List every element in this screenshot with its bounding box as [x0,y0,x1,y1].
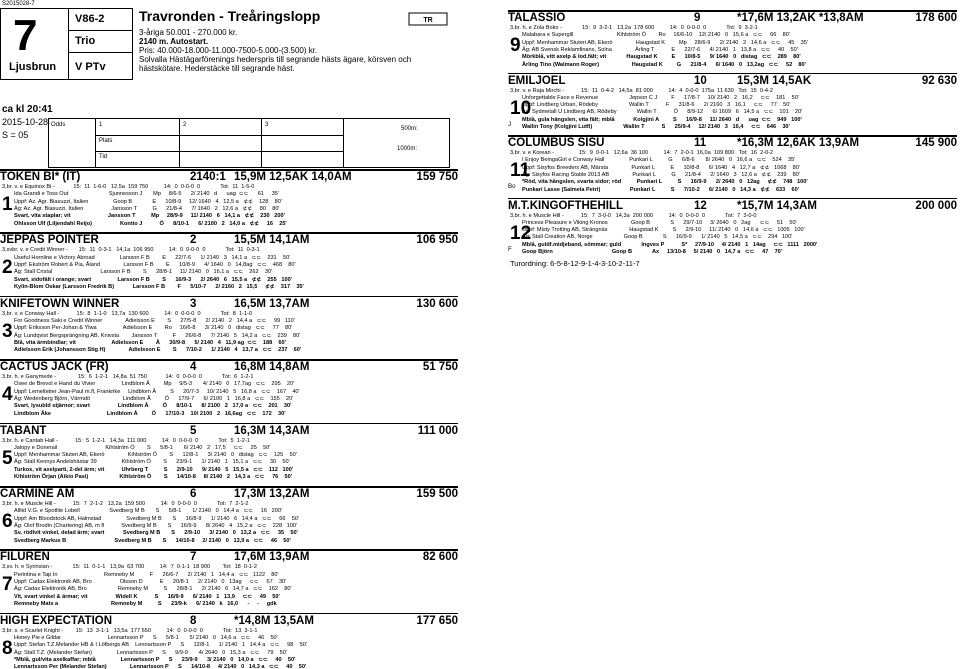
horse-name: FILUREN [0,551,50,564]
s-value: S = 05 [2,130,29,140]
start-line: Goop Björn Goop B Ax 13/10-8 5/ 2140 0 14,7 a ⊂⊂ 47 70' [522,249,783,255]
start-line: Uppf: Menhammar Stuteri AB, Ekerö Kihlström Ö S 12/8-1 3/ 2140 0 distag ⊂⊂ 125 50' [14,452,297,459]
start-line: Lindblom Åke Lindblom Å Ö 17/10-3 10/ 2100 2 16,6ag ⊂⊂ 172 30' [14,410,286,417]
horse-record: *14,8M 13,5AM [234,614,314,627]
svg-text:TR: TR [423,17,433,24]
pedigree-summary: 3,br. v. e Equinox Bi - 15: 11 1-6-0 12,5a 159 750 14: 0 0-0-0 0 Tot: 11 1-5-0 [2,184,255,190]
odds-label: Odds [51,122,66,128]
driver-prefix: F [508,245,512,253]
pedigree-summary: 3,br. s. e Scarlet Knight - 15: 13 3-1-1 13,5a 177 650 14: 0 0-0-0 0 Tot: 13 3-1-1 [2,627,258,634]
horse-post: 5 [190,424,197,437]
start-line: Uppf: Az. Agr. Biasuzzi, Italien Goop B E 10/8-9 12/ 1640 4 12,5 a ⊄⊄ 128 80' [14,198,282,205]
horse-record: 16,3M 14,3AM [234,424,310,437]
horse-earnings: 92 630 [921,74,957,87]
start-line: Jalopy e Donerail Kihlström Ö S 5/8-1 6/ 2140 2 17,5 ⊂⊂ 25 50' [14,444,271,451]
horse-earnings: 159 500 [416,488,458,500]
race-title: Travronden - Treåringslopp [139,8,321,24]
pedigree-summary: 3,sv. h. e Syrinxian - 15: 11 0-1-1 13,9a 63 700 14: 7 0-1-1 18 900 Tot: 18 0-1-2 [2,564,257,571]
horse-post: 8 [190,614,197,627]
split-1000m: 1000m: [397,146,418,152]
start-number: 6 [2,511,13,532]
start-line: Äg: Stall Cristal Larsson F B S 28/8-1 11/ 2140 0 16,1 a ⊂⊂ 262 30' [14,269,273,276]
horse-name: KNIFETOWN WINNER [0,297,120,310]
horse-post: 12 [694,199,707,212]
bet-code-trio: Trio [75,35,96,47]
horse-earnings: 106 950 [416,234,458,247]
race-conditions [139,28,411,73]
start-line: Princess Pleasure e Viking Kronos Goop B S 29/7-10 3/ 2640 0 2ag ⊂⊂ 51 50' [522,219,797,226]
horse-earnings: 111 000 [417,424,458,437]
horse-record: 15,3M 14,5AK [737,74,812,87]
start-line: Äg: Stall T.Z. (Melander Stefan) Lennartsson P S 9/9-9 4/ 2640 0 15,3 a ⊂⊂ 79 50' [14,649,287,656]
start-line: Äg: Cadax Elektronik AB, Bro Remneby M S 28/8-1 2/ 2140 6 14,7 a ⊂⊂ 162 80' [14,586,292,593]
start-number: 7 [2,574,13,596]
horse-record: *16,3M 12,6AK 13,9AM [737,137,860,149]
horse-entry [508,135,957,191]
start-line: *Röd, vita hängslen, svarta sidor; röd Punkari L S 16/9-9 2/ 2640 0 12ag ⊄⊄ 748 100' [522,179,808,186]
start-line: Blå, vita ärmbindlar; vit Adielsson E Å 30/9-8 5/ 2140 4 11,9 ag ⊂⊂ 188 60' [14,339,286,346]
start-line: Äg: Stall Creation AB, Norge Goop B S 16/9-9 1/ 2140 5 14,5 a ⊂⊂ 294 100' [522,234,793,241]
horse-earnings: 200 000 [915,199,957,212]
horse-record: 15,5M 14,1AM [234,234,310,247]
horse-record: *15,7M 14,3AM [737,199,817,212]
start-line: Mblå, gula hängslen, vita fält; mblå Kolgjini A S 16/9-8 11/ 2640 d uag ⊂⊂ 949 100' [522,116,802,123]
start-number: 2 [2,257,13,279]
pedigree-summary: 3,br. h. e Cantab Hall - 15: 5 1-2-1 14,3a 111 000 14: 0 0-0-0 0 Tot: 5 1-2-1 [2,437,250,444]
start-line: Äg: Az. Agr. Biasuzzi, Italien Jansson T G 21/8-4 7/ 1640 2 12,6 a ⊄⊄ 80 80' [14,205,280,212]
bet-code-v86: V86-2 [75,13,105,25]
start-line: Ida Grandi e Toss Out Sjunnesson J Mp 8/6-5 2/ 2140 d uag ⊂⊂ 61 35' [14,191,279,198]
start-line: Honey Pie e Gildar Lennartsson P S 5/8-1 5/ 2140 0 14,6 a ⊂⊂ 46 50' [14,635,278,642]
start-line: Äg: AB Svensk Reklamfinans, Solna Ärling T E 22/7-6 4/ 2140 1 13,8 a ⊂⊂ 40 50' [522,46,798,53]
start-line: Perintina e Tap In Remneby M F 26/6-7 2/ 2140 1 14,4 a ⊂⊂ 1122 80' [14,571,279,578]
pedigree-summary: 3,br. h. e Zola Boko - 15: 9 3-2-1 13,2a 178 600 14: 0 0-0-0 0 Tot: 9 3-2-1 [510,25,758,31]
horse-record: 17,3M 13,2AM [234,488,310,500]
start-line: Uppf: Lindberg Urban, Rödeby Wallin T F 31/8-6 2/ 2160 3 16,1 ⊂⊂ 77 50' [522,102,791,109]
horse-entry [0,296,458,352]
start-number: 10 [510,97,532,119]
start-line: Uppf: Am Bloodstock AB, Halmstad Svedberg M B S 16/8-9 1/ 2140 6 14,4 a ⊂⊂ 66 50' [14,515,299,522]
horse-record: 17,6M 13,9AM [234,551,310,564]
start-line: Kylin-Blom Oskar (Larsson Fredrik B) Larsson F B F 5/10-7 2/ 2160 2 15,5 ⊄⊄ 317 35' [14,283,304,290]
horse-post: 3 [190,297,197,310]
horse-name: JEPPAS POINTER [0,234,99,247]
horse-entry [508,73,957,129]
odds-row-tid: Tid [99,154,108,160]
start-line: Äg: Sisyfos Racing Stable 2013 AB Punkari L G 21/8-4 2/ 1640 3 12,6 a ⊄⊄ 239 80' [522,171,800,178]
horse-earnings: 51 750 [422,361,458,374]
start-line: Adielsson Erik (Johansson Stig H) Adielsson E S 7/10-2 1/ 2140 4 13,7 a ⊂⊂ 237 60' [14,347,302,354]
start-line: Uppf: Cadax Elektronik AB, Bro Olsson D E 20/8-1 2/ 2140 0 13ag ⊂⊂ 67 30' [14,578,287,585]
horse-name: TALASSIO [508,12,566,24]
start-line: Mblå, guldf.midjeband, sömmar; guld Ingves P S* 27/9-10 4/ 2140 1 14ag ⊂⊂ 1111 2000' [522,241,818,248]
horse-entry [0,613,458,669]
horse-name: HIGH EXPECTATION [0,614,113,627]
start-line: Kihlström Örjan (Aikio Pasi) Kihlström Ö S 14/10-8 8/ 2140 2 14,3 a ⊂⊂ 76 50' [14,474,293,481]
horse-earnings: 178 600 [915,12,957,24]
horse-entry [508,10,957,66]
odds-col-1: 1 [99,122,103,128]
race-code: S2015028-7 [2,1,35,7]
start-line: Turkos, vit axelparti, 2-del ärm; vit Uhrberg T S 2/9-10 9/ 2140 5 15,5 a ⊂⊂ 112 100' [14,466,294,473]
horse-post: 4 [190,361,197,374]
start-number: 4 [2,384,13,406]
horse-name: TOKEN BI* (IT) [0,171,81,183]
start-line: Lennartsson Per (Melander Stefan) Lennartsson P S 14/10-8 4/ 2140 0 14,3 a ⊂⊂ 40 50' [14,664,307,669]
start-number: 3 [2,320,13,342]
horse-post: 2 [190,234,197,247]
condition-line: Pris: 40.000-18.000-11.000-7500-5.000-(3.500) kr. [139,46,318,55]
horse-entry [0,359,458,415]
start-line: Alltid V.G. e Spotlite Lobell Svedberg M B S 5/8-1 1/ 2140 0 14,4 a ⊂⊂ 16 200' [14,508,282,515]
start-line: Äg: Olof Brodin (Chartering) AB, m fl Svedberg M B S 16/9-9 8/ 2640 4 15,2 a ⊂⊂ 228 100' [14,522,298,529]
horse-post: 9 [694,12,701,24]
horse-earnings: 82 600 [422,551,458,564]
start-number: 9 [510,35,521,56]
start-line: Äg: Stall Kennys Andelshästar 39 Kihlström Ö S 23/9-1 1/ 2140 1 15,1 a ⊂⊂ 30 50' [14,459,290,466]
horse-record: 15,9M 12,5AK 14,0AM [234,171,352,183]
start-line: Uppf: Sisyfos Breeders AB, Märsta Punkari L E 10/8-8 6/ 1640 4 12,7 a ⊄⊄ 1068 80' [522,164,800,171]
race-header-box [0,8,133,80]
split-500m: 500m: [401,126,418,132]
pedigree-summary: 3,br. h. e Ganymede - 15: 6 1-2-1 14,8a 51 750 14: 0 0-0-0 0 Tot: 6 1-2-1 [2,374,254,381]
horse-post: 10 [694,74,707,87]
start-line: Punkari Lasse (Salmela Petri) Punkari L S 7/10-2 6/ 2140 0 14,3 a ⊄⊄ 633 60' [522,186,800,193]
turn-order: Turordning: 6-5-8-12-9-1-4-3-10-2-11-7 [510,259,640,268]
track-name: Ljusbrun [9,61,57,73]
start-line: Svart, vita staplar; vit Jansson T Mp 28/9-9 11/ 2140 6 14,1 a ⊄⊄ 230 200' [14,213,285,220]
start-line: Svart, lysubld stjärnor; svart Lindblom Å Ö 8/10-1 8/ 2100 2 17,0 a ⊂⊂ 201 30' [14,403,292,410]
odds-col-2: 2 [183,122,187,128]
horse-post: 6 [190,488,197,500]
horse-post: 2140:1 [190,171,226,183]
condition-line: Solvalla Hästägarförenings hederspris till segrande hästs ägare, körsven och [139,55,412,64]
horse-entry [0,549,458,605]
bet-code-vptv: V PTv [75,61,106,73]
start-line: Osee de Brevol e Hand du Vivier Lindblom Å Mp 9/5-3 4/ 2140 0 17,7ag ⊂⊂ 295 20' [14,381,295,388]
start-line: Uppf: Stefan T.Z.Melander HB & I Löfbergs AB Lennartsson P S 12/8-1 1/ 2140 1 14,4 a ⊂⊂ 98 50' [14,642,307,649]
start-number: 11 [510,160,531,181]
horse-entry [0,232,458,288]
start-line: Mörkblå, vitt axelp & lod.fält; vit Haugstad K E 10/8-5 9/ 1640 0 distag ⊂⊂ 289 80' [522,54,801,61]
start-line: Uppf: Ekström Robert & Pia, Åland Larsson F B E 10/8-9 4/ 1640 0 14,8ag ⊂⊂ 468 80' [14,261,296,268]
start-line: Malabara e Supergill Kihlström Ö Ro 16/6-10 12/ 2140 0 15,6 a ⊂⊂ 66 80' [522,32,790,39]
start-line: Unforgettable Face e Revenue Jepson C J F 17/8-7 10/ 2140 2 16,2 ⊂⊂ 181 50' [522,94,799,101]
horse-name: EMILJOEL [508,74,566,87]
horse-earnings: 145 900 [915,137,957,149]
condition-line: hästskötare. Hederstäcke till segrande häst. [139,64,295,73]
pedigree-summary: 3,br. v. e Raja Mirchi - 15: 11 0-4-2 14,5a 81 000 14: 4 0-0-0 175a 11 630 Tot: 15 0-4-2 [510,87,773,94]
race-date: 2015-10-28 [2,117,49,127]
condition-line: 2140 m. Autostart. [139,37,209,46]
horse-name: CACTUS JACK (FR) [0,361,109,374]
horse-name: TABANT [0,424,47,437]
odds-row-plats: Plats [99,138,113,144]
horse-name: M.T.KINGOFTHEHILL [508,199,623,212]
horse-entry [0,423,458,479]
start-line: Useful Hornline e Victory Abroad Larsson F B E 22/7-6 1/ 2140 3 14,1 a ⊂⊂ 231 50' [14,254,291,261]
start-line: I Enjoy BeingaGirl e Conway Hall Punkari L G 6/8-6 8/ 2640 0 16,6 a ⊂⊂ 524 35' [522,157,796,164]
start-line: Uppf: Menhammar Stuteri AB, Ekerö Haugstad K Mp 28/6-9 2/ 2140 2 14,6 a ⊂⊂ 45 35' [522,39,808,46]
start-number: 5 [2,447,13,469]
driver-prefix: Bo [508,183,516,190]
horse-earnings: 130 600 [416,297,458,310]
logo-icon [408,12,448,26]
horse-record: 16,8M 14,8AM [234,361,310,374]
start-line: Äg: Lundqvist Bergsprängning AB, Knivsta Jansson T F 26/6-8 7/ 2140 5 14,2 a ⊂⊂ 239 80' [14,332,301,339]
start-line: Uppf: Misty Trotting AB, Strängnäs Haugstad K S 2/9-10 11/ 2140 0 14,6 a ⊂⊂ 1005 100' [522,227,805,234]
horse-record: 16,5M 13,7AM [234,297,310,310]
start-number: 8 [2,637,13,659]
horse-post: 11 [694,137,707,149]
horse-name: COLUMBUS SISU [508,137,605,149]
start-line: Ärling Tino (Walmann Roger) Haugstad K G 21/8-4 6/ 1640 0 13,2ag ⊂⊂ 52 80' [522,61,806,68]
start-line: Uppf: Lemeltetier Jean-Paul m.fl, Frankrike Lindblom Å S 20/7-3 10/ 2140 5 16,8 a ⊂⊂ 167 40' [14,388,300,395]
start-line: Vit, svart vinkel & ärmar; vit Widell K S 16/9-9 6/ 2140 1 13,9 ⊂⊂ 49 50' [14,593,280,600]
start-number: 1 [2,194,13,215]
pedigree-summary: 3,br. v. e Korean - 15: 9 0-0-1 12,6a 36 100 14: 7 2-0-1 16,0a 109 800 Tot: 16 2-0-2 [510,150,774,156]
horse-entry [0,486,458,542]
pedigree-summary: 3,br. h. e Muscle Hill - 15: 7 3-0-0 14,3a 200 000 14: 0 0-0-0 0 Tot: 7 3-0-0 [510,212,757,219]
start-line: Svedberg Markus B Svedberg M B S 14/10-8 2/ 2140 0 13,9 a ⊂⊂ 46 50' [14,537,291,544]
start-line: Svart, sidofält i orange; svart Larsson F B S 16/9-3 2/ 2640 6 15,5 a ⊄⊄ 255 100' [14,276,293,283]
driver-prefix: J [508,120,512,128]
horse-earnings: 159 750 [416,171,458,183]
pedigree-summary: 3,br. v. e Conway Hall - 15: 8 1-1-0 13,7a 130 600 14: 0 0-0-0 0 Tot: 8 1-1-0 [2,310,253,317]
start-line: For Goodness Saki e Credit Winner Adielsson E S 27/5-8 2/ 2140 2 14,4 a ⊂⊂ 99 110' [14,318,295,325]
start-line: Äg: Wedenberg Björn, Värmdö Lindblom Å Ö 17/9-7 6/ 2100 1 16,8 a ⊂⊂ 155 20' [14,396,294,403]
race-number: 7 [13,11,38,60]
start-line: Ohlsson Ulf (Liljendahl Reijo) Kontio J Ö 8/10-1 6/ 2100 2 14,0 a ⊄⊄ 16 25' [14,220,287,227]
horse-entry [508,198,957,254]
horse-record: *17,6M 13,2AK *13,8AM [737,12,864,24]
odds-col-3: 3 [265,122,269,128]
start-line: Uppf: Eriksson Per-Johan & Ylwa Adielsson E Ro 16/6-8 3/ 2140 0 distag ⊂⊂ 77 80' [14,325,293,332]
pedigree-summary: 3,br. h. e Muscle Hill - 15: 7 2-1-2 13,2a 159 500 14: 0 0-0-0 0 Tot: 7 2-1-2 [2,501,249,507]
start-line: Wallin Tony (Kolgjini Lutfi) Wallin T S 25/9-4 12/ 2140 3 16,4 ⊂⊂ 646 30' [522,124,790,130]
pedigree-summary: 3,svbr. v. e Credit Winner - 15: 11 0-3-1 14,1a 106 950 14: 0 0-0-0 0 Tot: 11 0-3-1 [2,247,260,254]
start-time: ca kl 20:41 [2,104,53,115]
odds-grid [48,118,450,168]
horse-entry [0,169,458,225]
start-line: Sv, rödlvit vinkel, delad ärm; svart Svedberg M B S 2/9-10 3/ 2140 0 13,2 a ⊂⊂ 35 50' [14,530,298,537]
horse-post: 7 [190,551,197,564]
horse-earnings: 177 650 [416,614,458,627]
start-line: *Mblå, gul/vita axelkaffar; mblå Lennartsson P S 23/9-9 3/ 2140 0 14,0 a ⊂⊂ 40 50' [14,656,296,663]
condition-line: 3-åriga 50.001 - 270.000 kr. [139,28,238,37]
start-number: 12 [510,222,532,244]
horse-name: CARMINE AM [0,488,75,500]
start-line: Remneby Mats a Remneby M S 23/9-k 6/ 2140 k 16,0 - - gdk [14,600,277,607]
start-line: Äg: Sydmetall U Lindberg AB, Rödeby Wallin T Ö 8/9-12 6/ 1609 6 14,5 a ⊂⊂ 101 20' [522,109,803,116]
